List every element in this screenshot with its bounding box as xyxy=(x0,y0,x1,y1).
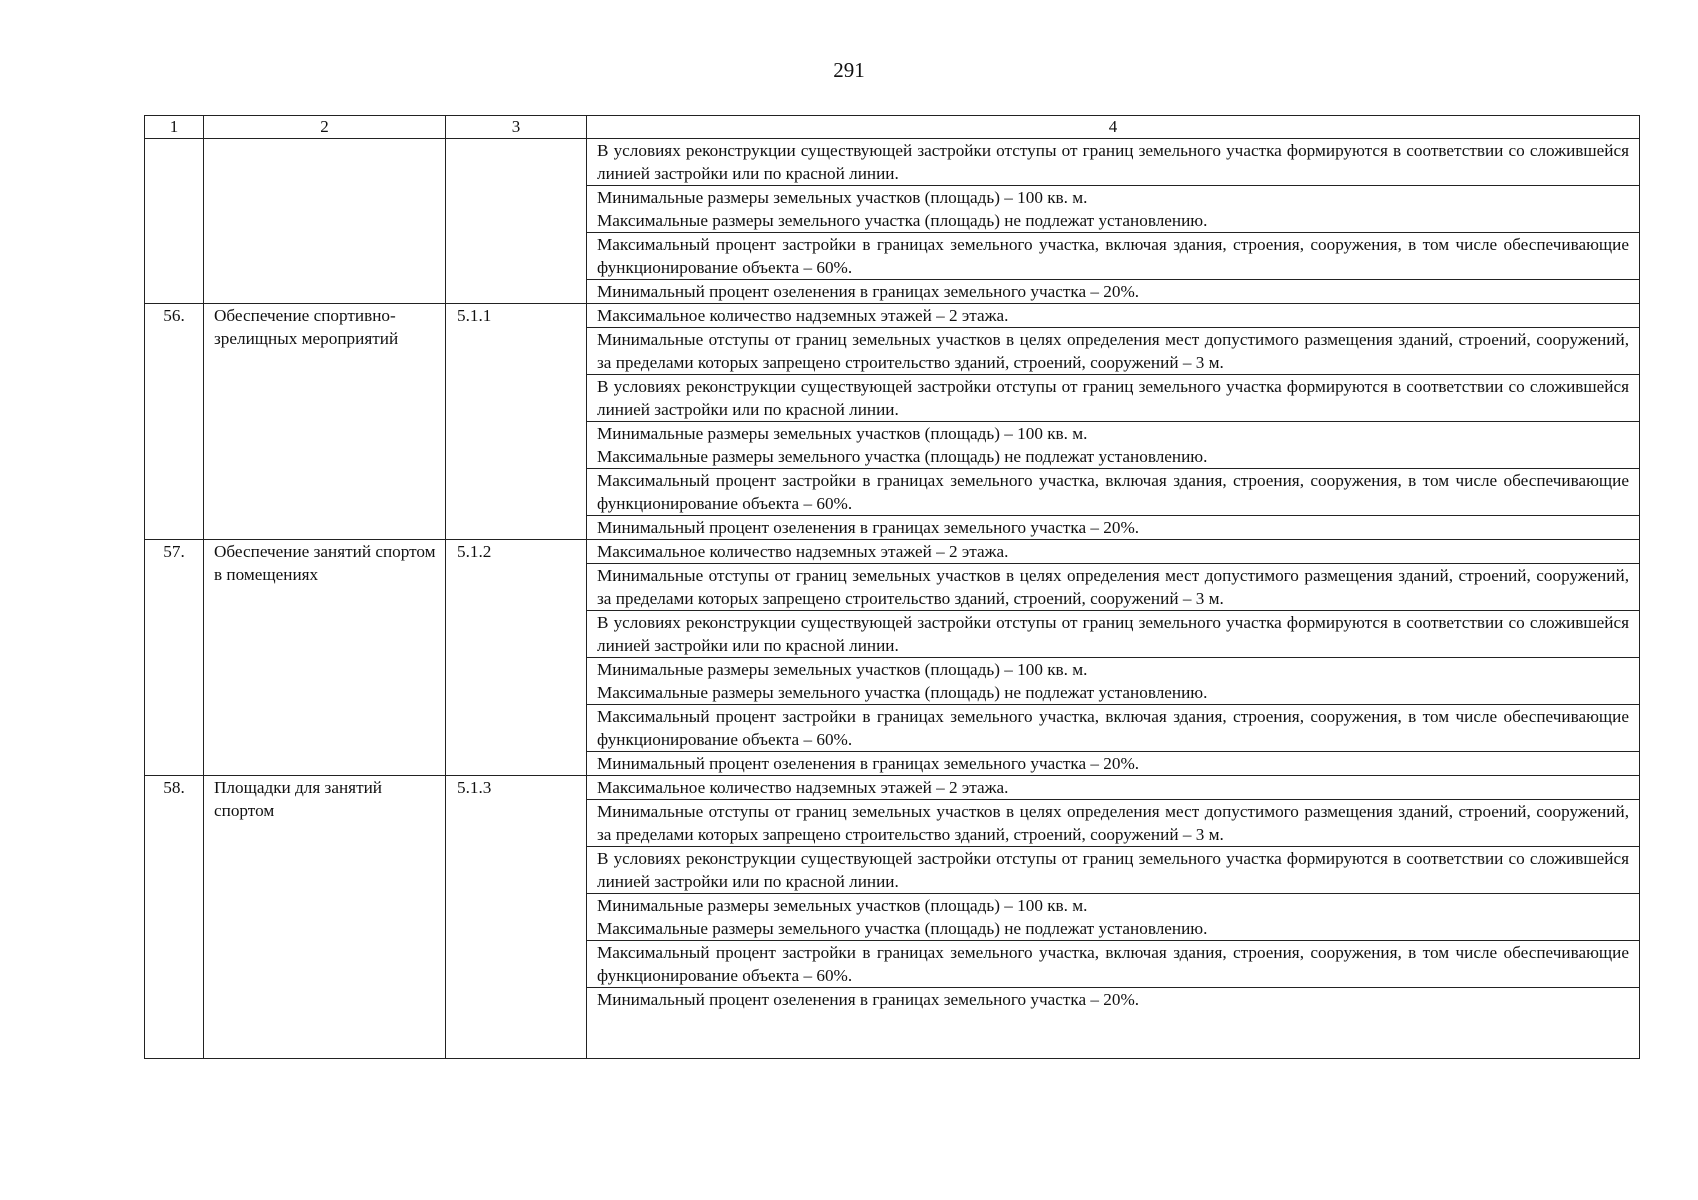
header-col-4: 4 xyxy=(587,116,1640,139)
param-cell: Минимальный процент озеленения в границах земельного участка – 20%. xyxy=(587,988,1640,1059)
param-line: Максимальные размеры земельного участка (площадь) не подлежат установлению. xyxy=(597,447,1208,466)
param-cell: Минимальные отступы от границ земельных участков в целях определения мест допустимого размещения зданий, строений, сооружений, за пределами которых запрещено строительство зданий, строений, сооружений – 3 м. xyxy=(587,564,1640,611)
param-line: Минимальные размеры земельных участков (площадь) – 100 кв. м. xyxy=(597,424,1088,443)
param-line: Минимальные размеры земельных участков (площадь) – 100 кв. м. xyxy=(597,896,1088,915)
param-cell: В условиях реконструкции существующей застройки отступы от границ земельного участка формируются в соответствии со сложившейся линией застройки или по красной линии. xyxy=(587,375,1640,422)
param-cell: Максимальный процент застройки в границах земельного участка, включая здания, строения, сооружения, в том числе обеспечивающие функционирование объекта – 60%. xyxy=(587,705,1640,752)
header-col-3: 3 xyxy=(446,116,587,139)
param-cell: Максимальное количество надземных этажей – 2 этажа. xyxy=(587,776,1640,800)
param-cell xyxy=(587,658,1640,705)
param-cell: В условиях реконструкции существующей застройки отступы от границ земельного участка формируются в соответствии со сложившейся линией застройки или по красной линии. xyxy=(587,847,1640,894)
param-cell: В условиях реконструкции существующей застройки отступы от границ земельного участка формируются в соответствии со сложившейся линией застройки или по красной линии. xyxy=(587,139,1640,186)
row-name-cell: Площадки для занятий спортом xyxy=(204,776,446,1059)
param-cell: Минимальный процент озеленения в границах земельного участка – 20%. xyxy=(587,280,1640,304)
param-cell xyxy=(587,422,1640,469)
param-cell: Минимальные отступы от границ земельных участков в целях определения мест допустимого размещения зданий, строений, сооружений, за пределами которых запрещено строительство зданий, строений, сооружений – 3 м. xyxy=(587,800,1640,847)
row-number-cell: 58. xyxy=(145,776,204,1059)
table-row xyxy=(145,139,1640,186)
table-row xyxy=(145,304,1640,328)
header-col-1: 1 xyxy=(145,116,204,139)
param-line: Минимальные размеры земельных участков (площадь) – 100 кв. м. xyxy=(597,188,1088,207)
table-row xyxy=(145,776,1640,800)
table-row xyxy=(145,540,1640,564)
page-number: 291 xyxy=(833,58,865,82)
param-cell: Максимальное количество надземных этажей – 2 этажа. xyxy=(587,304,1640,328)
row-number-cell: 57. xyxy=(145,540,204,776)
header-row xyxy=(145,116,1640,139)
param-cell xyxy=(587,186,1640,233)
row-number-cell: 56. xyxy=(145,304,204,540)
param-cell xyxy=(587,894,1640,941)
param-cell: Максимальный процент застройки в границах земельного участка, включая здания, строения, сооружения, в том числе обеспечивающие функционирование объекта – 60%. xyxy=(587,469,1640,516)
param-cell: Максимальный процент застройки в границах земельного участка, включая здания, строения, сооружения, в том числе обеспечивающие функционирование объекта – 60%. xyxy=(587,233,1640,280)
param-cell: Минимальные отступы от границ земельных участков в целях определения мест допустимого размещения зданий, строений, сооружений, за пределами которых запрещено строительство зданий, строений, сооружений – 3 м. xyxy=(587,328,1640,375)
param-cell: Максимальное количество надземных этажей – 2 этажа. xyxy=(587,540,1640,564)
param-line: Максимальные размеры земельного участка (площадь) не подлежат установлению. xyxy=(597,919,1208,938)
row-name-cell: Обеспечение занятий спортом в помещениях xyxy=(204,540,446,776)
row-name-cell xyxy=(204,139,446,304)
regulations-table xyxy=(144,115,1640,1059)
row-code-cell: 5.1.2 xyxy=(446,540,587,776)
param-line: Максимальные размеры земельного участка (площадь) не подлежат установлению. xyxy=(597,211,1208,230)
row-code-cell: 5.1.3 xyxy=(446,776,587,1059)
row-code-cell: 5.1.1 xyxy=(446,304,587,540)
header-col-2: 2 xyxy=(204,116,446,139)
param-line: Максимальные размеры земельного участка (площадь) не подлежат установлению. xyxy=(597,683,1208,702)
param-cell: Максимальный процент застройки в границах земельного участка, включая здания, строения, сооружения, в том числе обеспечивающие функционирование объекта – 60%. xyxy=(587,941,1640,988)
param-line: Минимальные размеры земельных участков (площадь) – 100 кв. м. xyxy=(597,660,1088,679)
row-number-cell xyxy=(145,139,204,304)
param-cell: Минимальный процент озеленения в границах земельного участка – 20%. xyxy=(587,752,1640,776)
row-name-cell: Обеспечение спортивно-зрелищных мероприятий xyxy=(204,304,446,540)
param-cell: Минимальный процент озеленения в границах земельного участка – 20%. xyxy=(587,516,1640,540)
param-cell: В условиях реконструкции существующей застройки отступы от границ земельного участка формируются в соответствии со сложившейся линией застройки или по красной линии. xyxy=(587,611,1640,658)
row-code-cell xyxy=(446,139,587,304)
